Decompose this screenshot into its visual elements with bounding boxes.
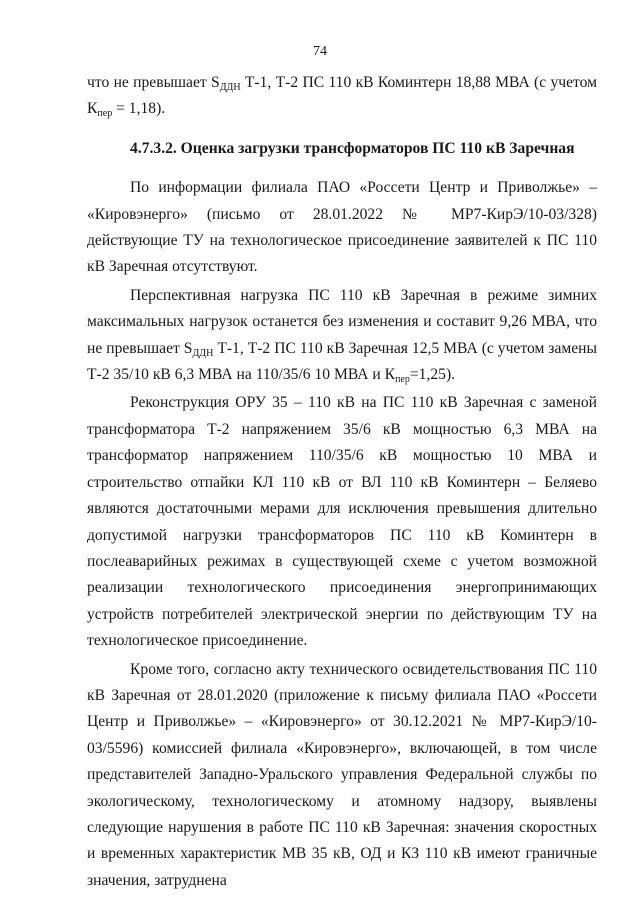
page-number: 74 xyxy=(313,44,327,59)
paragraph xyxy=(87,283,597,389)
paragraph-text: =1,25). xyxy=(409,366,456,384)
subscript: ДДН xyxy=(192,347,214,359)
subscript: пер xyxy=(395,374,410,386)
subscript: ДДН xyxy=(219,82,241,93)
paragraph-text: что не превышает S xyxy=(87,74,220,91)
section-heading: 4.7.3.2. Оценка загрузки трансформаторов ПС 110 кВ Заречная xyxy=(130,139,575,157)
subscript: пер xyxy=(97,108,113,120)
document-body xyxy=(87,70,597,894)
paragraph-text: Т-1, Т-2 ПС 110 кВ Коминтерн 18,88 МВА (с учетом К xyxy=(87,74,597,118)
paragraph: По информации филиала ПАО «Россети Центр и Приволжье» – «Кировэнерго» (письмо от 28.01.2022 № МР7-КирЭ/10-03/328) действующие ТУ на технологическое присоединение заявителей к ПС 110 кВ Заречная отсутствуют. xyxy=(87,179,597,276)
paragraph: Кроме того, согласно акту технического освидетельствования ПС 110 кВ Заречная от 28.01.2020 (приложение к письму филиала ПАО «Россети Центр и Приволжье» – «Кировэнерго» от 30.12.2021 № МР7-КирЭ/10-03/5596) комиссией филиала «Кировэнерго», включающей, в том числе представителей Западно-Уральского управления Федеральной службы по экологическому, технологическому и атомному надзору, выявлены следующие нарушения в работе ПС 110 кВ Заречная: значения скоростных и временных характеристик МВ 35 кВ, ОД и КЗ 110 кВ имеют граничные значения, затруднена xyxy=(87,660,597,889)
paragraph-continuation xyxy=(87,70,597,123)
paragraph-text: Т-1, Т-2 ПС 110 кВ Заречная 12,5 МВА (с учетом замены Т-2 35/10 кВ 6,3 МВА на 110/35/6 10 МВА и К xyxy=(87,339,597,384)
paragraph-text: = 1,18). xyxy=(112,100,166,118)
paragraph-text: Перспективная нагрузка ПС 110 кВ Заречная в режиме зимних максимальных нагрузок останется без изменения и составит 9,26 МВА, что не превышает S xyxy=(87,286,597,357)
paragraph: Реконструкция ОРУ 35 – 110 кВ на ПС 110 кВ Заречная с заменой трансформатора Т-2 напряжением 35/6 кВ мощностью 6,3 МВА на трансформатор напряжением 110/35/6 кВ мощностью 10 МВА и строительство отпайки КЛ 110 кВ от ВЛ 110 кВ Коминтерн – Беляево являются достаточными мерами для исключения превышения длительно допустимой нагрузки трансформаторов ПС 110 кВ Коминтерн в послеаварийных режимах в существующей схеме с учетом возможной реализации технологического присоединения энергопринимающих устройств потребителей электрической энергии по действующим ТУ на технологическое присоединение. xyxy=(87,394,597,650)
